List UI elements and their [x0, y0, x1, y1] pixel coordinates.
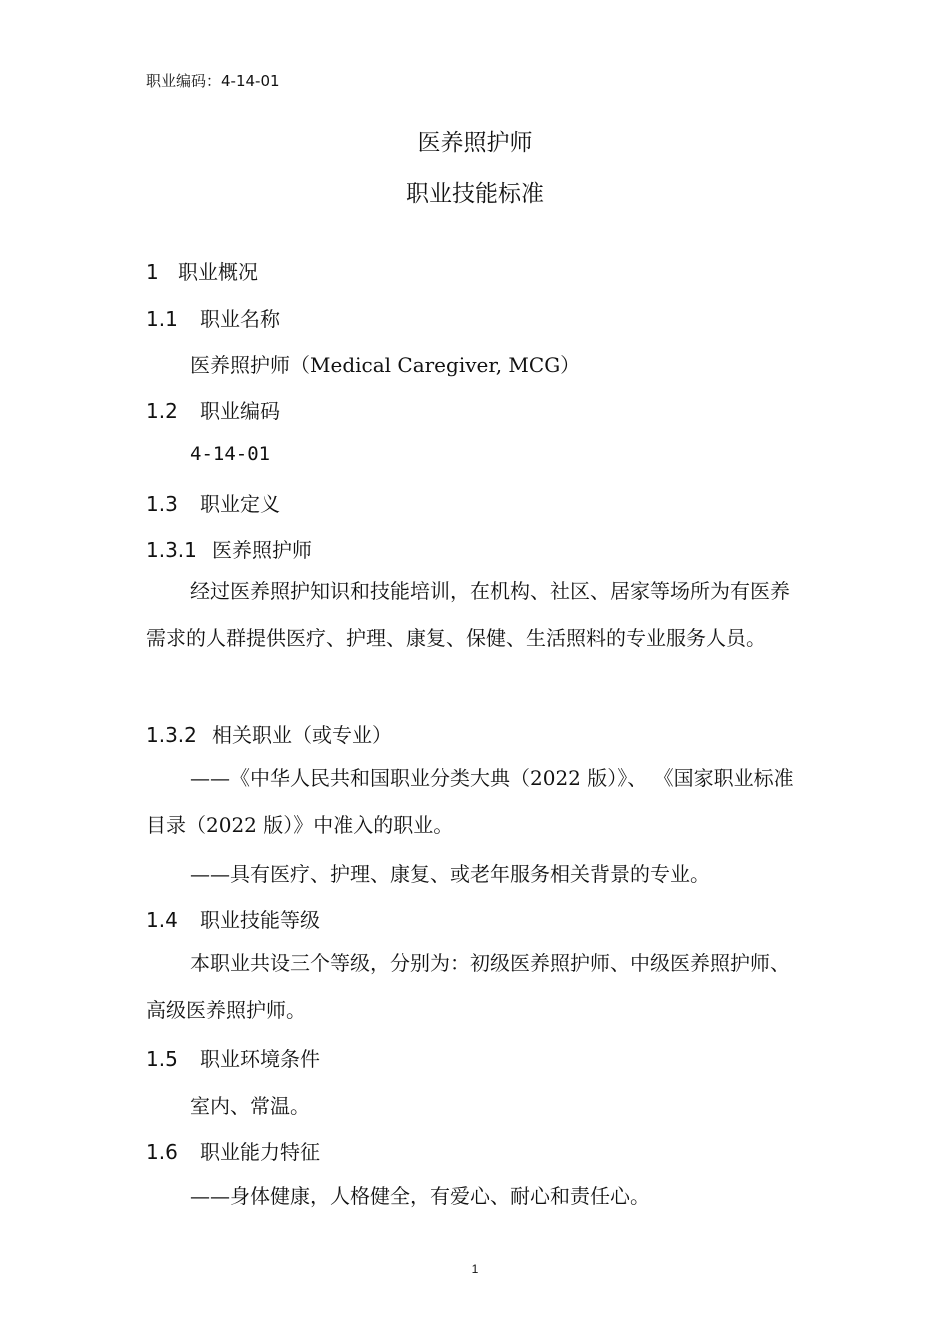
section-number: 1.3.2	[146, 723, 197, 747]
section-title: 职业技能等级	[200, 908, 320, 932]
ability-traits-text: ——身体健康，人格健全，有爱心、耐心和责任心。	[190, 1184, 650, 1208]
section-title: 相关职业（或专业）	[212, 723, 392, 747]
section-title: 职业定义	[200, 492, 280, 516]
section-title: 职业环境条件	[200, 1047, 320, 1071]
section-heading-1-3-1	[146, 534, 312, 563]
section-number: 1.6	[146, 1140, 178, 1164]
occupation-name-text: 医养照护师（Medical Caregiver, MCG）	[190, 353, 581, 377]
section-title: 职业能力特征	[200, 1140, 320, 1164]
document-subtitle: 职业技能标准	[406, 181, 544, 207]
section-heading-1-5	[146, 1043, 320, 1072]
section-number: 1.3	[146, 492, 178, 516]
section-title: 医养照护师	[212, 538, 312, 562]
section-heading-1-3-2	[146, 719, 392, 748]
section-title: 职业编码	[200, 399, 280, 423]
section-number: 1.4	[146, 908, 178, 932]
occupation-code-header: 职业编码：4-14-01	[146, 72, 280, 90]
section-heading-1-4	[146, 904, 320, 933]
section-number: 1.3.1	[146, 538, 197, 562]
section-heading-1-2	[146, 395, 280, 424]
skill-levels-paragraph: 本职业共设三个等级，分别为：初级医养照护师、中级医养照护师、高级医养照护师。	[146, 951, 790, 1022]
related-occupation-paragraph-1: ——《中华人民共和国职业分类大典（2022 版）》、 《国家职业标准目录（2022 版）》中准入的职业。	[146, 766, 794, 837]
section-number: 1	[146, 260, 159, 284]
section-number: 1.1	[146, 307, 178, 331]
section-heading-1-6	[146, 1136, 320, 1165]
section-heading-1-3	[146, 488, 280, 517]
section-number: 1.5	[146, 1047, 178, 1071]
document-title: 医养照护师	[417, 130, 533, 156]
section-heading-1-1	[146, 303, 280, 332]
environment-text: 室内、常温。	[190, 1094, 310, 1118]
occupation-code-text: 4-14-01	[190, 443, 271, 465]
related-occupation-paragraph-2: ——具有医疗、护理、康复、或老年服务相关背景的专业。	[190, 862, 710, 886]
section-number: 1.2	[146, 399, 178, 423]
section-title: 职业名称	[200, 307, 280, 331]
section-heading-1	[146, 256, 258, 285]
page-number: 1	[471, 1262, 479, 1276]
definition-paragraph: 经过医养照护知识和技能培训，在机构、社区、居家等场所为有医养需求的人群提供医疗、护理、康复、保健、生活照料的专业服务人员。	[146, 579, 790, 650]
section-title: 职业概况	[178, 260, 258, 284]
